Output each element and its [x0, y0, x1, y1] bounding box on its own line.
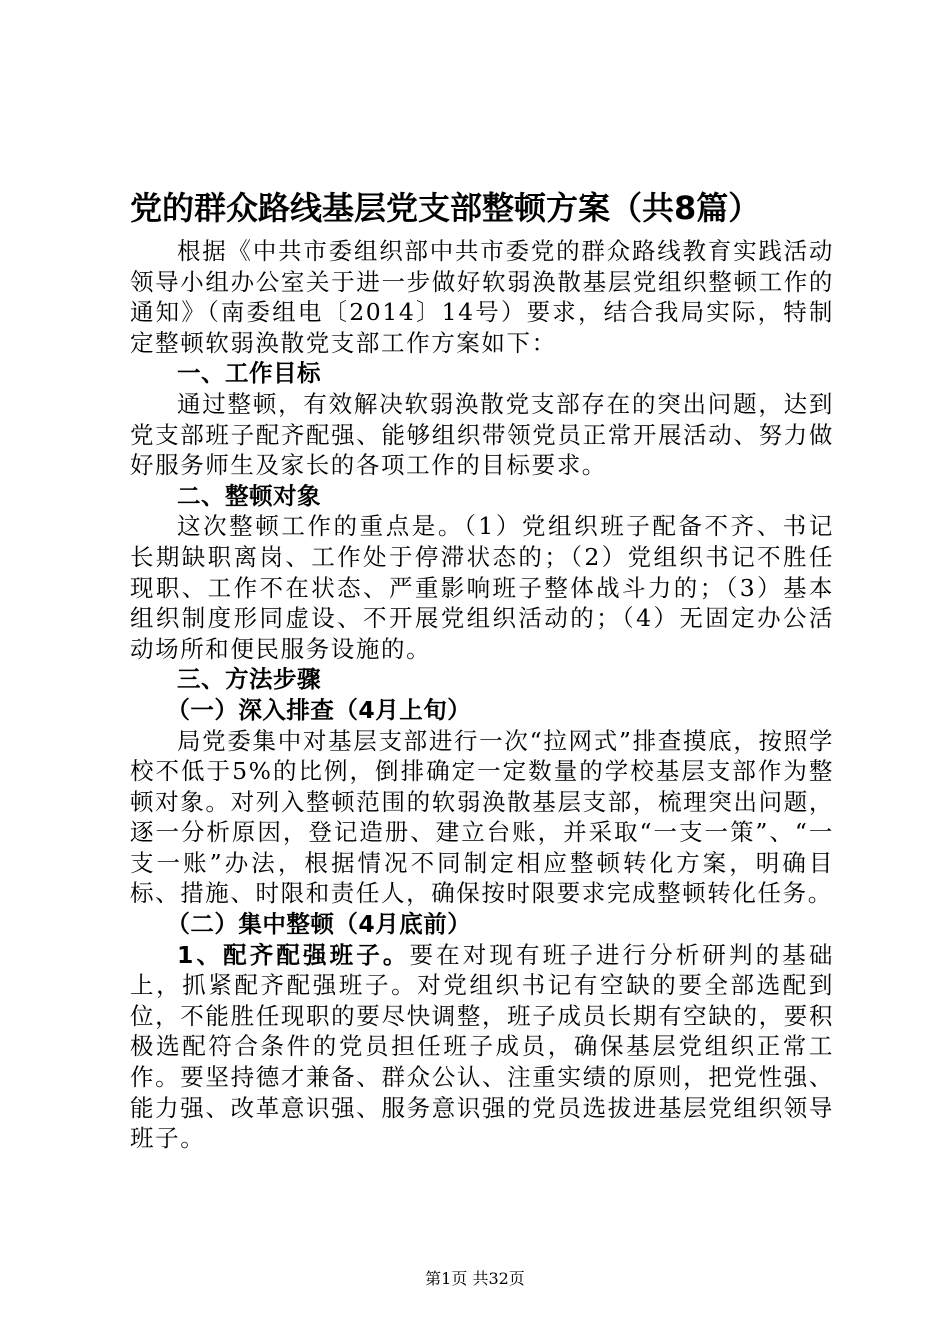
section-heading-goals: 一、工作目标 [177, 359, 321, 388]
subsection-heading-investigation: （一）深入排查（4月上旬） [166, 695, 472, 724]
document-title: 党的群众路线基层党支部整顿方案（共8篇） [130, 189, 761, 227]
page-footer: 第1页 共32页 [425, 1269, 525, 1288]
item-lead-text: 1、配齐配强班子。 [177, 940, 410, 969]
section-heading-steps: 三、方法步骤 [177, 665, 321, 694]
subsection-heading-rectification: （二）集中整顿（4月底前） [166, 910, 472, 939]
subsection-paragraph-investigation: 局党委集中对基层支部进行一次“拉网式”排查摸底，按照学校不低于5%的比例，倒排确定一定数量的学校基层支部作为整顿对象。对列入整顿范围的软弱涣散基层支部，梳理突出问题，逐一分析原因，登记造册、建立台账，并采取“一支一策”、“一支一账”办法，根据情况不同制定相应整顿转化方案，明确目标、措施、时限和责任人，确保按时限要求完成整顿转化任务。 [130, 726, 834, 908]
section-paragraph-goals: 通过整顿，有效解决软弱涣散党支部存在的突出问题，达到党支部班子配齐配强、能够组织带领党员正常开展活动、努力做好服务师生及家长的各项工作的目标要求。 [130, 389, 834, 480]
intro-paragraph: 根据《中共市委组织部中共市委党的群众路线教育实践活动领导小组办公室关于进一步做好软弱涣散基层党组织整顿工作的通知》（南委组电〔2014〕14号）要求，结合我局实际，特制定整顿软弱涣散党支部工作方案如下： [130, 237, 834, 357]
section-paragraph-targets: 这次整顿工作的重点是。（1）党组织班子配备不齐、书记长期缺职离岗、工作处于停滞状态的；（2）党组织书记不胜任现职、工作不在状态、严重影响班子整体战斗力的；（3）基本组织制度形同虚设、不开展党组织活动的；（4）无固定办公活动场所和便民服务设施的。 [130, 512, 834, 663]
subsection-paragraph-rectification [130, 940, 834, 1154]
item-body-text: 要在对现有班子进行分析研判的基础上，抓紧配齐配强班子。对党组织书记有空缺的要全部选配到位，不能胜任现职的要尽快调整，班子成员长期有空缺的，要积极选配符合条件的党员担任班子成员，确保基层党组织正常工作。要坚持德才兼备、群众公认、注重实绩的原则，把党性强、能力强、改革意识强、服务意识强的党员选拔进基层党组织领导班子。 [130, 940, 834, 1153]
section-heading-targets: 二、整顿对象 [177, 481, 321, 510]
document-body [130, 236, 834, 1154]
